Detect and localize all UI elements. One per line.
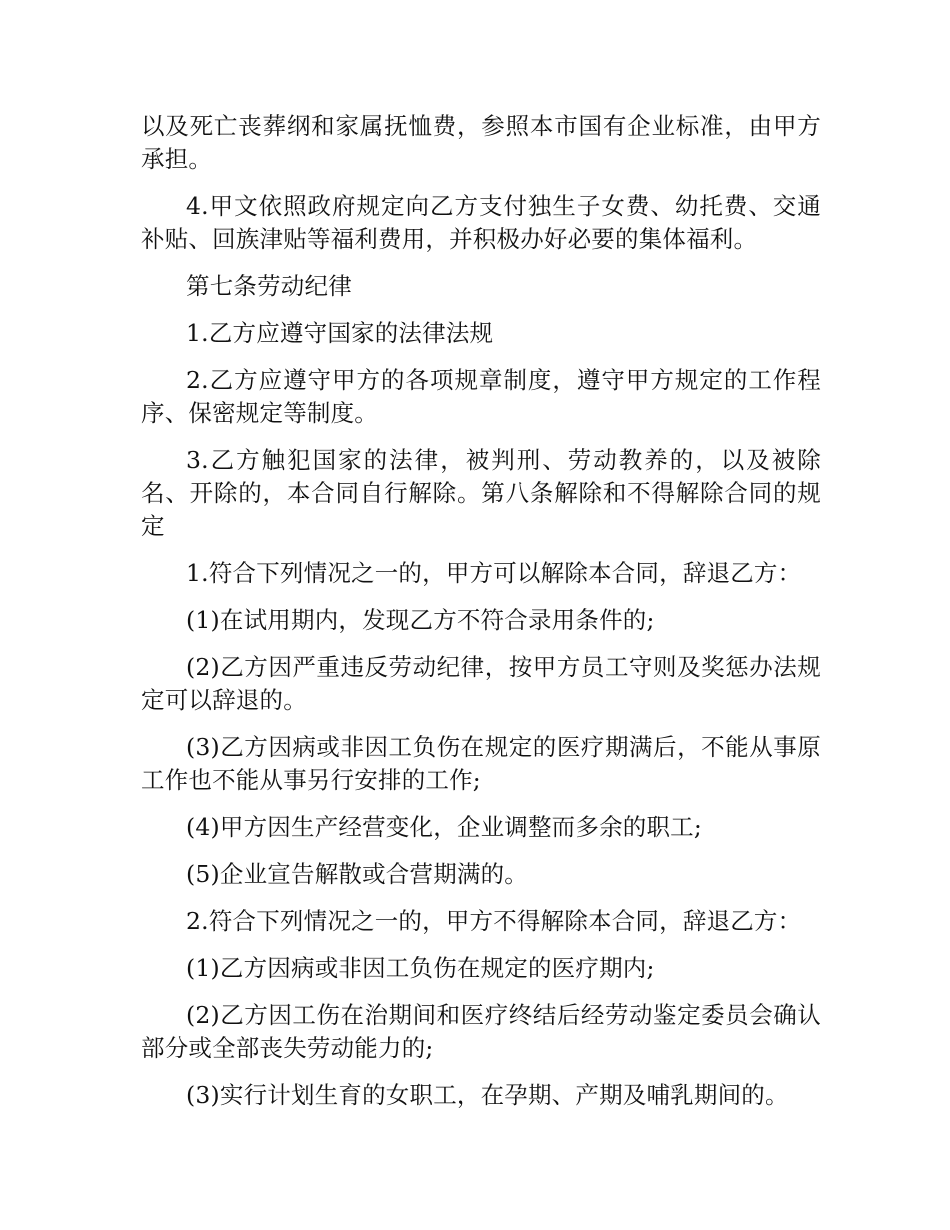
paragraph-subitem-1-medical-period: (1)乙方因病或非因工负伤在规定的医疗期内; <box>186 954 655 982</box>
paragraph-subitem-5-dissolution: (5)企业宣告解散或合营期满的。 <box>186 860 528 888</box>
section-heading-article-7: 第七条劳动纪律 <box>186 272 352 300</box>
paragraph-non-dismissal-conditions: 2.符合下列情况之一的，甲方不得解除本合同，辞退乙方： <box>186 907 802 935</box>
paragraph-item-3-termination: 3.乙方触犯国家的法律，被判刑、劳动教养的，以及被除名、开除的，本合同自行解除。第八条解除和不得解除合同的规定 <box>141 446 821 540</box>
paragraph-continuation: 以及死亡丧葬纲和家属抚恤费，参照本市国有企业标准，由甲方承担。 <box>141 112 821 173</box>
paragraph-subitem-4-redundancy: (4)甲方因生产经营变化，企业调整而多余的职工; <box>186 813 703 841</box>
paragraph-item-1-laws: 1.乙方应遵守国家的法律法规 <box>186 319 494 347</box>
paragraph-subitem-3-illness: (3)乙方因病或非因工负伤在规定的医疗期满后，不能从事原工作也不能从事另行安排的工作; <box>141 733 821 794</box>
paragraph-item-4-welfare: 4.甲文依照政府规定向乙方支付独生子女费、幼托费、交通补贴、回族津贴等福利费用，并积极办好必要的集体福利。 <box>141 192 821 253</box>
paragraph-subitem-2-work-injury: (2)乙方因工伤在治期间和医疗终结后经劳动鉴定委员会确认部分或全部丧失劳动能力的; <box>141 1001 821 1062</box>
paragraph-subitem-3-maternity: (3)实行计划生育的女职工，在孕期、产期及哺乳期间的。 <box>186 1081 789 1109</box>
paragraph-item-2-rules: 2.乙方应遵守甲方的各项规章制度，遵守甲方规定的工作程序、保密规定等制度。 <box>141 366 821 427</box>
document-body <box>141 110 821 1126</box>
paragraph-dismissal-conditions: 1.符合下列情况之一的，甲方可以解除本合同，辞退乙方： <box>186 559 802 587</box>
paragraph-subitem-1-probation: (1)在试用期内，发现乙方不符合录用条件的; <box>186 606 655 634</box>
paragraph-subitem-2-discipline: (2)乙方因严重违反劳动纪律，按甲方员工守则及奖惩办法规定可以辞退的。 <box>141 653 821 714</box>
